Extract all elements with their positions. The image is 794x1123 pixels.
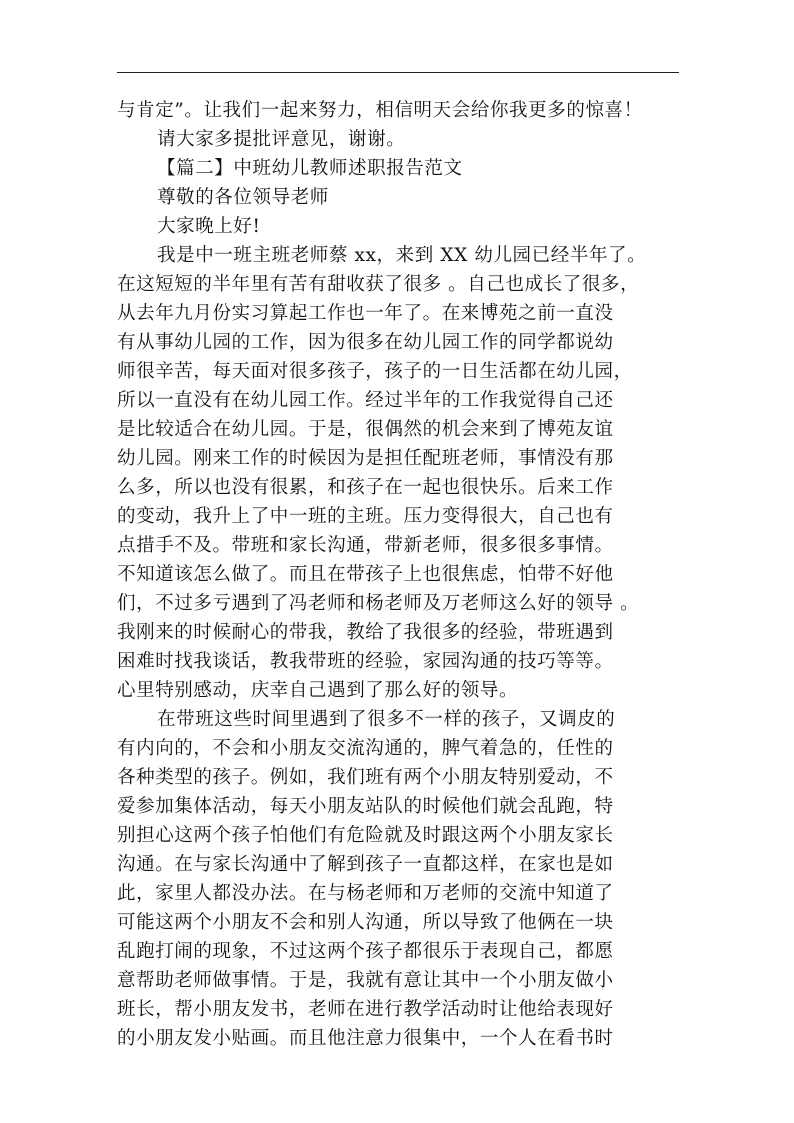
text-line: 师很辛苦，每天面对很多孩子，孩子的一日生活都在幼儿园， — [117, 361, 633, 382]
text-line: 们，不过多亏遇到了冯老师和杨老师及万老师这么好的领导 。 — [117, 593, 640, 614]
text-line: 在带班这些时间里遇到了很多不一样的孩子，又调皮的 — [157, 709, 616, 730]
salutation: 尊敬的各位领导老师 — [157, 187, 329, 208]
text-line: 我是中一班主班老师蔡 xx，来到 XX 幼儿园已经半年了。 — [157, 245, 647, 266]
text-line: 沟通。在与家长沟通中了解到孩子一直都这样，在家也是如 — [117, 854, 614, 875]
text-line: 心里特别感动，庆幸自己遇到了那么好的领导。 — [117, 680, 519, 701]
greeting: 大家晚上好! — [157, 216, 261, 237]
text-line: 有从事幼儿园的工作，因为很多在幼儿园工作的同学都说幼 — [117, 332, 614, 353]
text-line: 班长，帮小朋友发书，老师在进行教学活动时让他给表现好 — [117, 999, 614, 1020]
text-line: 爱参加集体活动，每天小朋友站队的时候他们就会乱跑，特 — [117, 796, 614, 817]
text-line: 各种类型的孩子。例如，我们班有两个小朋友特别爱动，不 — [117, 767, 614, 788]
text-line: 从去年九月份实习算起工作也一年了。在来博苑之前一直没 — [117, 303, 614, 324]
text-line: 的变动，我升上了中一班的主班。压力变得很大，自己也有 — [117, 506, 614, 527]
text-line: 是比较适合在幼儿园。于是，很偶然的机会来到了博苑友谊 — [117, 419, 614, 440]
text-line: 点措手不及。带班和家长沟通，带新老师，很多很多事情。 — [117, 535, 614, 556]
text-line: 别担心这两个孩子怕他们有危险就及时跟这两个小朋友家长 — [117, 825, 614, 846]
text-line: 可能这两个小朋友不会和别人沟通，所以导致了他俩在一块 — [117, 912, 614, 933]
text-line: 么多，所以也没有很累，和孩子在一起也很快乐。后来工作 — [117, 477, 614, 498]
text-line: 与肯定”。让我们一起来努力，相信明天会给你我更多的惊喜！ — [117, 100, 643, 121]
body-text — [117, 96, 685, 1053]
text-line: 的小朋友发小贴画。而且他注意力很集中，一个人在看书时 — [117, 1028, 614, 1049]
text-line: 我刚来的时候耐心的带我，教给了我很多的经验，带班遇到 — [117, 622, 614, 643]
text-line: 在这短短的半年里有苦有甜收获了很多 。自己也成长了很多， — [117, 274, 640, 295]
text-line: 请大家多提批评意见，谢谢。 — [157, 129, 406, 150]
section-heading: 【篇二】中班幼儿教师述职报告范文 — [157, 158, 463, 179]
text-line: 有内向的，不会和小朋友交流沟通的，脾气着急的，任性的 — [117, 738, 614, 759]
text-line: 幼儿园。刚来工作的时候因为是担任配班老师，事情没有那 — [117, 448, 614, 469]
text-line: 此，家里人都没办法。在与杨老师和万老师的交流中知道了 — [117, 883, 614, 904]
text-line: 不知道该怎么做了。而且在带孩子上也很焦虑，怕带不好他 — [117, 564, 614, 585]
header-rule — [117, 72, 679, 73]
text-line: 乱跑打闹的现象，不过这两个孩子都很乐于表现自己，都愿 — [117, 941, 614, 962]
text-line: 意帮助老师做事情。于是，我就有意让其中一个小朋友做小 — [117, 970, 614, 991]
text-line: 所以一直没有在幼儿园工作。经过半年的工作我觉得自己还 — [117, 390, 614, 411]
text-line: 困难时找我谈话，教我带班的经验，家园沟通的技巧等等。 — [117, 651, 614, 672]
